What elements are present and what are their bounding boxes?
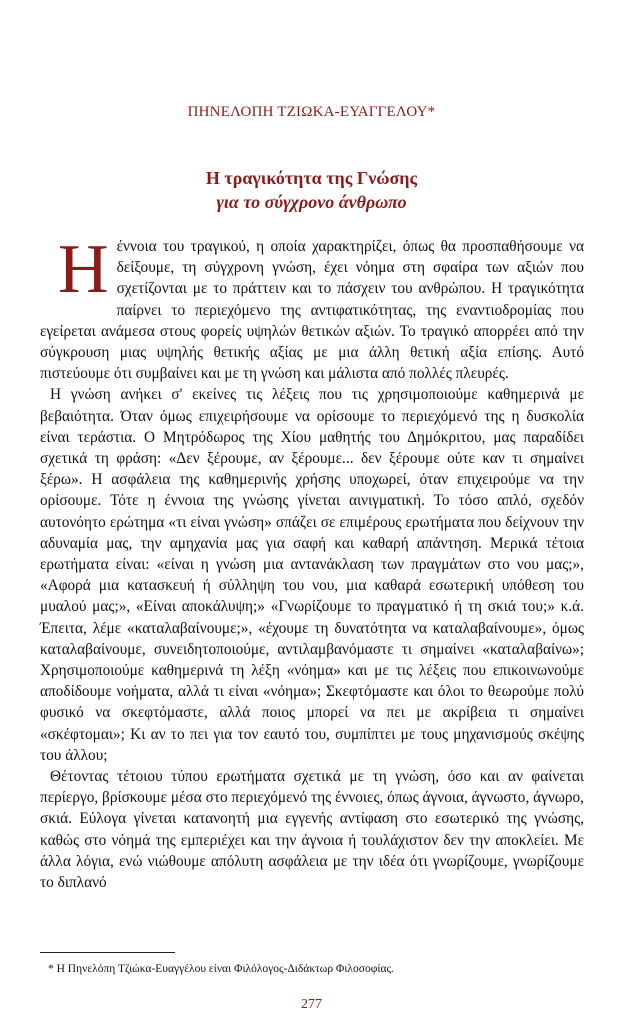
- paragraph-1-text: έννοια του τραγικού, η οποία χαρακτηρίζει, όπως θα προσπαθήσουμε να δείξουμε, τη σύγχρονη γνώση, έχει νόημα στη σφαίρα των αξιών που σχετίζονται με το πράττειν και το πάσχειν του ανθρώπου. Η τραγικότητα παίρνει το περιεχόμενο της αντιφατικότητας, της εναντιοδρομίας που εγείρεται ανάμεσα στους φορείς υψηλών θετικών αξιών. Το τραγικό απορρέει από την σύγκρουση μιας υψηλής θετικής αξίας με μια άλλη θετική αξία επίσης. Αυτό πιστεύουμε ότι συμβαίνει και με τη γνώση και μάλιστα από πολλές πλευρές.: [40, 238, 584, 383]
- title-line-2: για το σύγχρονο άνθρωπο: [216, 192, 407, 212]
- paragraph-3: Θέτοντας τέτοιου τύπου ερωτήματα σχετικά με τη γνώση, όσο και αν φαίνεται περίεργο, βρίσκουμε μέσα στο περιεχόμενό της έννοιες, όπως άγνοια, άγνωστο, άγνωρο, σκιά. Εύλογα γίνεται κατανοητή μια εγγενής αντίφαση στο εσωτερικό της γνώσης, καθώς στο νόημά της εμπεριέχει και την άγνοια ή τουλάχιστον δεν την αποκλείει. Με άλλα λόγια, ενώ νιώθουμε απόλυτη ασφάλεια με την ιδέα ότι γνωρίζουμε, γνωρίζουμε το διπλανό: [40, 768, 584, 892]
- title-line-1: Η τραγικότητα της Γνώσης: [205, 168, 418, 188]
- page-number: 277: [301, 997, 322, 1012]
- footnote: * Η Πηνελόπη Τζιώκα-Ευαγγέλου είναι Φιλόλογος-Διδάκτωρ Φιλοσοφίας.: [48, 963, 394, 975]
- footnote-divider: [40, 952, 175, 953]
- author-name: ΠΗΝΕΛΟΠΗ ΤΖΙΩΚΑ-ΕΥΑΓΓΕΛΟΥ*: [187, 104, 436, 120]
- paragraph-2: Η γνώση ανήκει σ' εκείνες τις λέξεις που τις χρησιμοποιούμε καθημερινά με βεβαιότητα. Όταν όμως επιχειρήσουμε να ορίσουμε το περιεχόμενό της η δυσκολία είναι τεράστια. Ο Μητρόδωρος της Χίου μαθητής του Δημόκριτου, μας παραδίδει σχετικά τη φράση: «Δεν ξέρουμε, αν ξέρουμε... δεν ξέρουμε ούτε καν τι σημαίνει ξέρω». Η ασφάλεια της καθημερινής χρήσης υποχωρεί, όταν επιχειρούμε να την ορίσουμε. Τότε η έννοια της γνώσης γίνεται αινιγματική. Το τόσο απλό, σχεδόν αυτονόητο ερώτημα «τι είναι γνώση» σπάζει σε επιμέρους ερωτήματα που δείχνουν την αδυναμία μας, την αμηχανία μας για σαφή και καθαρή απάντηση. Μερικά τέτοια ερωτήματα είναι: «είναι η γνώση μια αντανάκλαση των πραγμάτων στο νου μας;», «Αφορά μια κατασκευή ή σύλληψη του νου, μια καθαρά εσωτερική υπόθεση του μυαλού μας;», «Είναι αποκάλυψη;» «Γνωρίζουμε το πραγματικό ή τη σκιά του;» κ.ά. Έπειτα, λέμε «καταλαβαίνουμε;», «έχουμε τη δυνατότητα να καταλαβαίνουμε», όμως καταλαβαίνουμε, συνειδητοποιούμε, αντιλαμβανόμαστε τι σημαίνει «καταλαβαίνω»; Χρησιμοποιούμε καθημερινά τη λέξη «νόημα» και με τις λέξεις που επικοινωνούμε αποδίδουμε νοήματα, αλλά τι είναι «νόημα»; Σκεφτόμαστε και όλοι το θεωρούμε πολύ φυσικό να σκεφτόμαστε, αλλά ποιος μπορεί να πει με ακρίβεια τι σημαίνει «σκέφτομαι»; Κι αν το πει για τον εαυτό του, συμπίπτει με τους μηχανισμούς σκέψης του άλλου;: [40, 386, 584, 764]
- article-body: [40, 231, 584, 893]
- paragraph-1: [40, 231, 584, 384]
- drop-cap: Η: [58, 231, 109, 308]
- article-title: [0, 166, 623, 214]
